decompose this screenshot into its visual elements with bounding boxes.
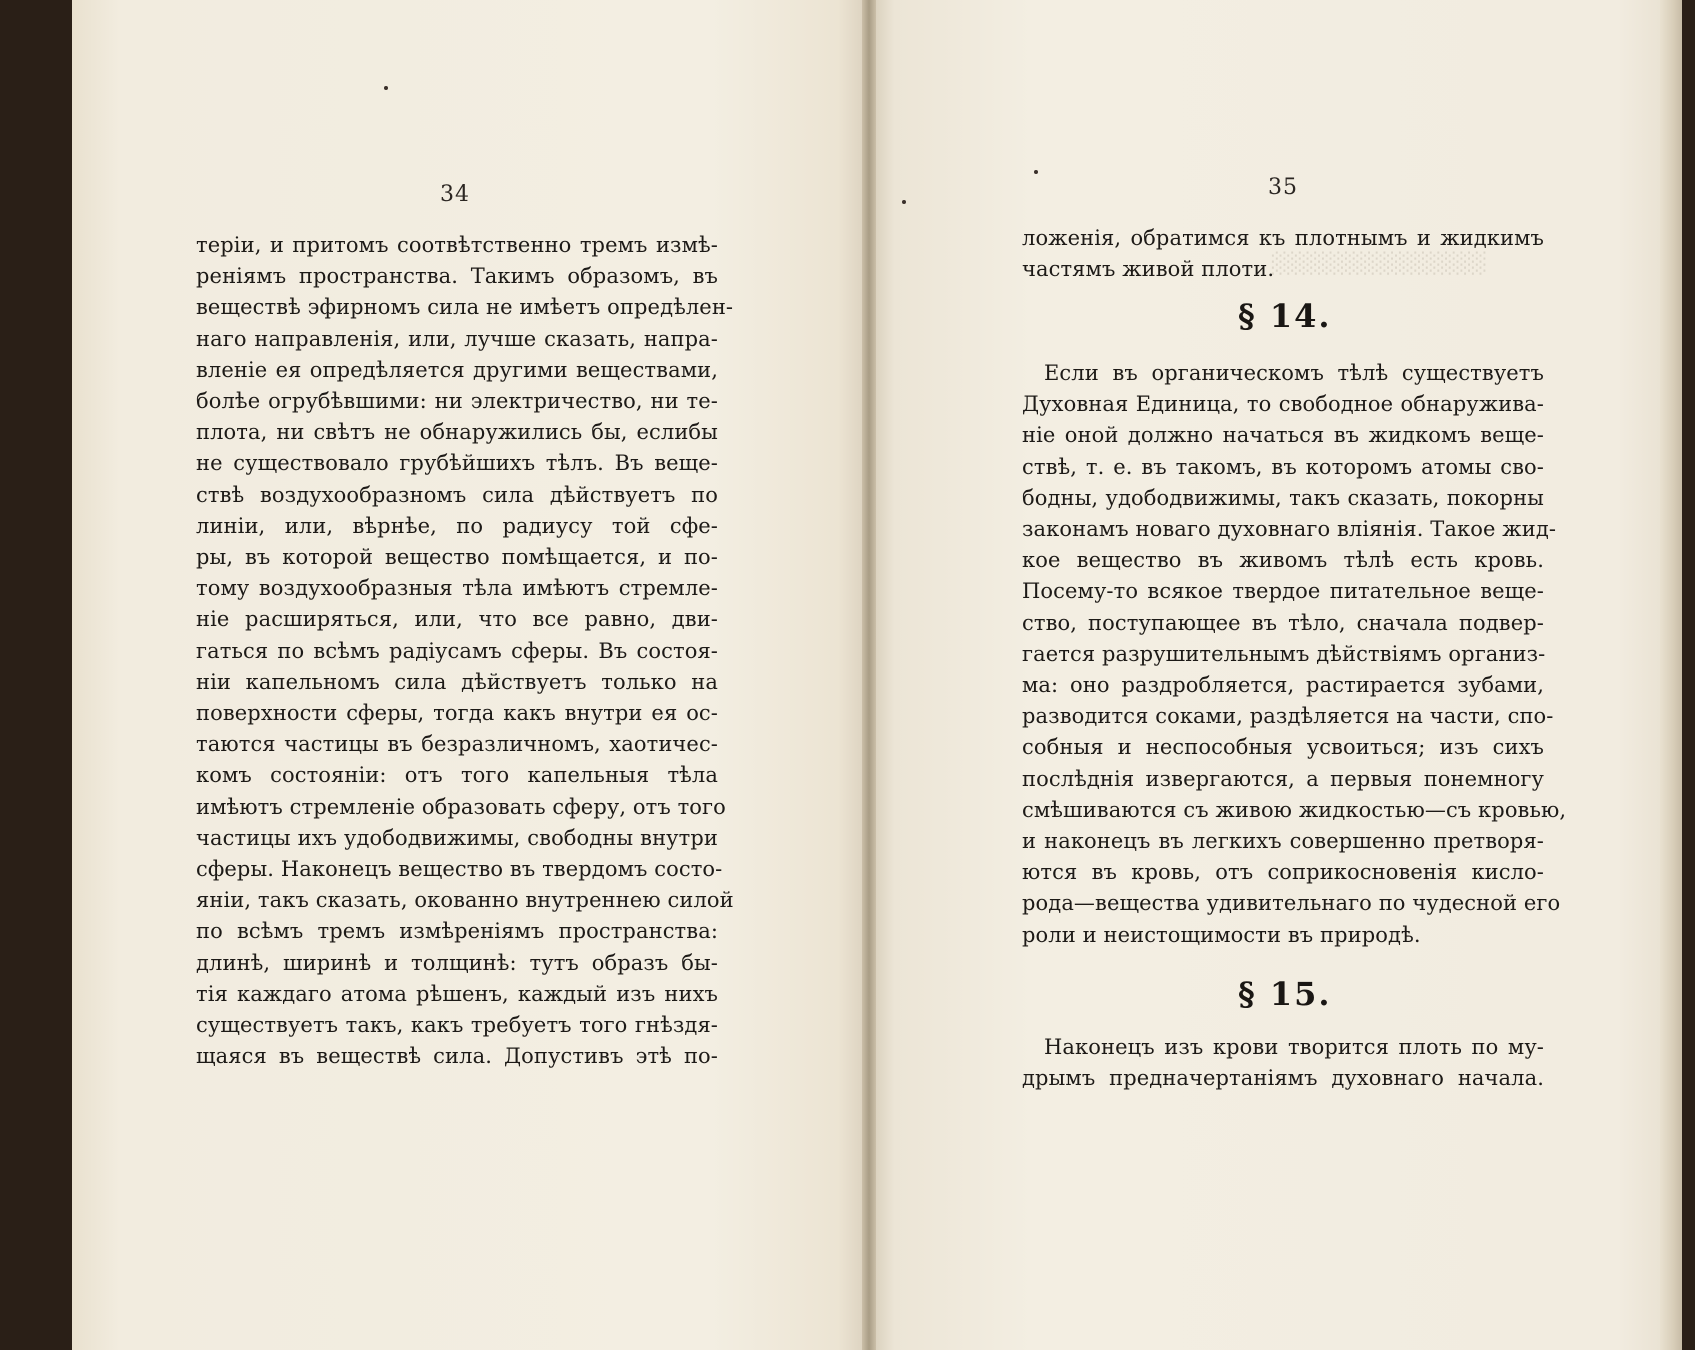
text-line: линіи, или, вѣрнѣе, по радиусу той сфе- [196, 513, 718, 538]
text-line: веществѣ эфирномъ сила не имѣетъ опредѣлен- [196, 295, 734, 320]
text-line: тія каждаго атома рѣшенъ, каждый изъ нихъ [196, 981, 718, 1006]
text-line: ніи капельномъ сила дѣйствуетъ только на [196, 669, 718, 694]
show-through-shadow: ░░░░░░░░░░░░░░ [1270, 251, 1486, 275]
text-line: частямъ живой плоти. [1022, 257, 1275, 282]
page-number-left: 34 [440, 182, 470, 207]
text-line: законамъ новаго духовнаго вліянія. Такое жид- [1022, 517, 1557, 542]
text-line: дрымъ предначертаніямъ духовнаго начала. [1022, 1066, 1544, 1091]
text-line: сферы. Наконецъ вещество въ твердомъ состо- [196, 857, 723, 882]
text-line: ствѣ воздухообразномъ сила дѣйствуетъ по [196, 482, 718, 507]
text-line: ніе оной должно начаться въ жидкомъ веще- [1022, 423, 1544, 448]
text-line: комъ состояніи: отъ того капельныя тѣла [196, 763, 718, 788]
paper-speck [384, 86, 388, 90]
page-edge [1660, 0, 1682, 1350]
text-line: Если въ органическомъ тѣлѣ существуетъ [1044, 361, 1544, 385]
text-line: бодны, удободвижимы, такъ сказать, покорны [1022, 485, 1544, 510]
right-page-intro-text [1022, 223, 1544, 285]
section-14-heading: § 14. [1238, 297, 1332, 335]
text-line: собныя и неспособныя усвоиться; изъ сихъ [1022, 735, 1544, 760]
text-line: существуетъ такъ, какъ требуетъ того гнѣздя- [196, 1013, 718, 1038]
text-line: яніи, такъ сказать, окованно внутреннею силой [196, 888, 734, 913]
book-gutter [862, 0, 876, 1350]
text-line: плота, ни свѣтъ не обнаружились бы, еслибы [196, 420, 718, 445]
text-line: болѣе огрубѣвшими: ни электричество, ни те- [196, 389, 718, 414]
text-line: ствѣ, т. е. въ такомъ, въ которомъ атомы сво- [1022, 454, 1544, 479]
text-line: разводится соками, раздѣляется на части, спо- [1022, 704, 1554, 729]
text-line: по всѣмъ тремъ измѣреніямъ пространства: [196, 919, 718, 944]
text-line: не существовало грубѣйшихъ тѣлъ. Въ веще- [196, 451, 718, 476]
section-15-heading: § 15. [1238, 975, 1332, 1013]
text-line: ство, поступающее въ тѣло, сначала подвер- [1022, 610, 1544, 635]
text-line: рода—вещества удивительнаго по чудесной его [1022, 891, 1561, 916]
text-line: ложенія, обратимся къ плотнымъ и жидкимъ [1022, 226, 1544, 250]
text-line: длинѣ, ширинѣ и толщинѣ: тутъ образъ бы- [196, 950, 718, 975]
text-line: реніямъ пространства. Такимъ образомъ, въ [196, 264, 718, 289]
text-line: ма: оно раздробляется, растирается зубами, [1022, 673, 1544, 698]
left-page-text [196, 230, 734, 1072]
text-line: щаяся въ веществѣ сила. Допустивъ этѣ по- [196, 1044, 718, 1069]
text-line: смѣшиваются съ живою жидкостью—съ кровью, [1022, 797, 1567, 822]
text-line: послѣднія извергаются, а первыя понемногу [1022, 766, 1544, 791]
text-line: гается разрушительнымъ дѣйствіямъ организ- [1022, 641, 1546, 666]
text-line: вленіе ея опредѣляется другими веществами, [196, 357, 718, 382]
paper-speck [1034, 170, 1038, 174]
section-14-text [1022, 358, 1567, 951]
text-line: ніе расширяться, или, что все равно, дви- [196, 607, 718, 632]
text-line: тому воздухообразныя тѣла имѣютъ стремле- [196, 576, 718, 601]
text-line: ются въ кровь, отъ соприкосновенія кисло- [1022, 860, 1544, 885]
text-line: имѣютъ стремленіе образовать сферу, отъ того [196, 794, 726, 819]
text-line: теріи, и притомъ соотвѣтственно тремъ измѣ- [196, 233, 718, 257]
text-line: Духовная Единица, то свободное обнаружива- [1022, 392, 1544, 417]
text-line: ры, въ которой вещество помѣщается, и по- [196, 545, 718, 570]
text-line: и наконецъ въ легкихъ совершенно претворя- [1022, 829, 1544, 854]
text-line: роли и неистощимости въ природѣ. [1022, 922, 1421, 947]
paper-speck [902, 200, 906, 204]
text-line: Наконецъ изъ крови творится плоть по му- [1044, 1035, 1544, 1059]
page-number-right: 35 [1268, 175, 1298, 200]
text-line: Посему-то всякое твердое питательное веще- [1022, 579, 1544, 604]
section-15-text [1022, 1032, 1544, 1094]
text-line: гаться по всѣмъ радіусамъ сферы. Въ состоя- [196, 638, 718, 663]
text-line: частицы ихъ удободвижимы, свободны внутри [196, 825, 718, 850]
text-line: таются частицы въ безразличномъ, хаотичес- [196, 732, 718, 757]
text-line: кое вещество въ живомъ тѣлѣ есть кровь. [1022, 548, 1544, 573]
text-line: наго направленія, или, лучше сказать, напра- [196, 326, 718, 351]
text-line: поверхности сферы, тогда какъ внутри ея ос- [196, 701, 718, 726]
